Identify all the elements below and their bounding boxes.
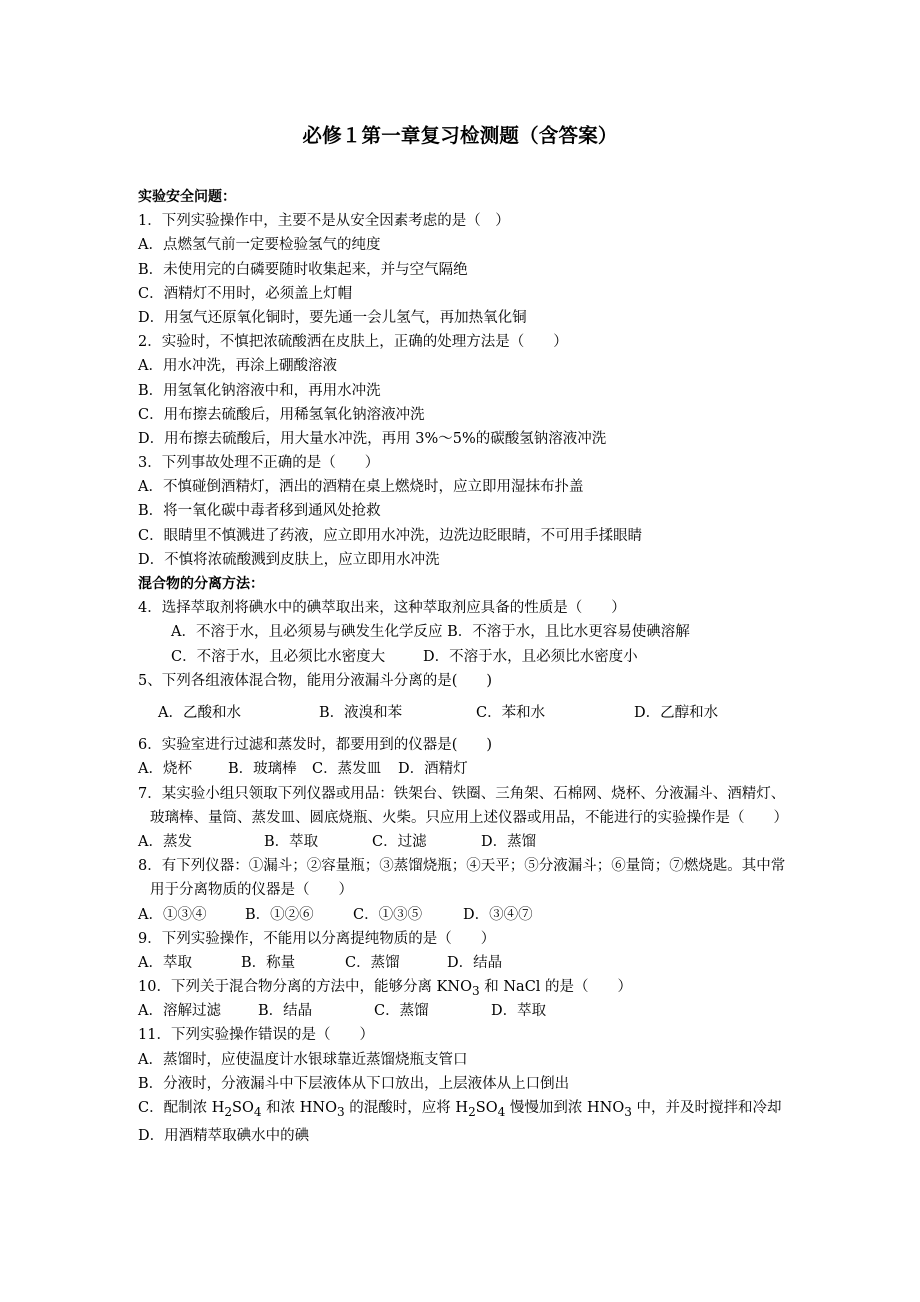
question-6-options [138,757,788,781]
question-11-option-c [138,1096,788,1124]
question-6-option-b: B．玻璃棒 [228,761,297,778]
question-3-option-d: D．不慎将浓硫酸溅到皮肤上，应立即用水冲洗 [138,551,440,568]
question-8-option-d: D．③④⑦ [463,906,533,923]
subscript: 2 [224,1104,233,1119]
question-4-options-cd [138,645,788,669]
subscript: 3 [471,983,480,998]
question-10-stem-end: 和 NaCl 的是（ ） [479,979,633,996]
text-run: SO [475,1100,498,1116]
question-4-option-d: D．不溶于水，且必须比水密度小 [423,648,638,665]
question-11-stem: 11．下列实验操作错误的是（ ） [138,1027,374,1044]
question-3-stem: 3．下列事故处理不正确的是（ ） [138,455,380,472]
subscript: 3 [337,1104,345,1119]
question-10-option-b: B．结晶 [258,1003,313,1020]
question-6-option-d: D．酒精灯 [398,761,468,778]
question-5-options [138,701,788,725]
text-run: 中，并及时搅拌和冷却 [631,1100,782,1116]
question-10-stem-start: 10．下列关于混合物分离的方法中，能够分离 KNO [138,979,472,996]
question-4-option-c: C．不溶于水，且必须比水密度大 [171,648,386,665]
spacer [138,693,788,701]
question-4-stem: 4．选择萃取剂将碘水中的碘萃取出来，这种萃取剂应具备的性质是（ ） [138,600,626,617]
question-1-stem: 1．下列实验操作中，主要不是从安全因素考虑的是（ ） [138,213,510,230]
question-11-option-d: D．用酒精萃取碘水中的碘 [138,1128,310,1145]
question-4-options-ab: A．不溶于水，且必须易与碘发生化学反应 B．不溶于水，且比水更容易使碘溶解 [171,624,690,641]
question-7-option-c: C．过滤 [372,833,427,850]
subscript: 2 [468,1104,476,1119]
question-9-option-a: A．萃取 [138,954,192,971]
question-1-option-a: A．点燃氢气前一定要检验氢气的纯度 [138,237,381,254]
question-2-option-a: A．用水冲洗，再涂上硼酸溶液 [138,358,337,375]
subscript: 4 [497,1104,506,1119]
question-5-option-c: C．苯和水 [476,704,546,721]
page-title: 必修１第一章复习检测题（含答案） [302,124,618,147]
question-6-option-c: C．蒸发皿 [312,761,382,778]
question-5-option-a: A．乙酸和水 [158,704,241,721]
question-7-stem: 7．某实验小组只领取下列仪器或用品：铁架台、铁圈、三角架、石棉网、烧杯、分液漏斗、酒精灯、玻璃棒、量筒、蒸发皿、圆底烧瓶、火柴。只应用上述仪器或用品，不能进行的实验操作是（ ） [138,785,788,826]
question-9-options [138,951,788,975]
question-9-option-b: B．称量 [241,954,296,971]
text-run: 慢慢加到浓 HNO [505,1100,625,1116]
question-2-option-c: C．用布擦去硫酸后，用稀氢氧化钠溶液冲洗 [138,406,425,423]
question-5-option-d: D．乙醇和水 [634,704,719,721]
question-1-option-d: D．用氢气还原氧化铜时，要先通一会儿氢气，再加热氧化铜 [138,309,527,326]
question-11-option-a: A．蒸馏时，应使温度计水银球靠近蒸馏烧瓶支管口 [138,1051,468,1068]
question-10-option-a: A．溶解过滤 [138,1003,221,1020]
text-run: SO [232,1100,254,1116]
question-9-stem: 9．下列实验操作，不能用以分离提纯物质的是（ ） [138,930,496,947]
question-11-option-b: B．分液时，分液漏斗中下层液体从下口放出，上层液体从上口倒出 [138,1075,570,1092]
question-2-stem: 2．实验时，不慎把浓硫酸洒在皮肤上，正确的处理方法是（ ） [138,334,568,351]
question-2-option-b: B．用氢氧化钠溶液中和，再用水冲洗 [138,382,381,399]
subscript: 4 [253,1104,262,1119]
subscript: 3 [624,1104,632,1119]
document-body [138,185,788,1148]
spacer [138,725,788,733]
question-5-option-b: B．液溴和苯 [319,704,403,721]
question-10-stem [138,975,788,999]
question-1-option-b: B．未使用完的白磷要随时收集起来，并与空气隔绝 [138,261,468,278]
question-10-option-d: D．萃取 [491,1003,547,1020]
question-8-option-c: C．①③⑤ [353,906,423,923]
question-2-option-d: D．用布擦去硫酸后，用大量水冲洗，再用 3%～5%的碳酸氢钠溶液冲洗 [138,430,607,447]
question-6-option-a: A．烧杯 [138,761,192,778]
question-7-options [138,830,788,854]
question-9-option-c: C．蒸馏 [345,954,400,971]
section-heading-safety: 实验安全问题： [138,189,236,205]
text-run: 的混酸时，应将 H [344,1100,469,1116]
question-8-option-b: B．①②⑥ [245,906,314,923]
question-3-option-c: C．眼睛里不慎溅进了药液，应立即用水冲洗，边洗边眨眼睛，不可用手揉眼睛 [138,527,643,544]
text-run: 和浓 HNO [261,1100,338,1116]
question-8-options [138,903,788,927]
text-run: C．配制浓 H [138,1100,225,1116]
section-heading-separation: 混合物的分离方法： [138,576,264,592]
question-5-stem: 5、下列各组液体混合物，能用分液漏斗分离的是( ) [138,672,493,689]
question-9-option-d: D．结晶 [447,954,503,971]
question-1-option-c: C．酒精灯不用时，必须盖上灯帽 [138,285,353,302]
question-3-option-b: B．将一氧化碳中毒者移到通风处抢救 [138,503,381,520]
question-8-stem: 8．有下列仪器：①漏斗；②容量瓶；③蒸馏烧瓶；④天平；⑤分液漏斗；⑥量筒；⑦燃烧匙。其中常用于分离物质的仪器是（ ） [138,858,786,899]
question-7-option-b: B．萃取 [264,833,319,850]
question-8-option-a: A．①③④ [138,906,207,923]
question-7-option-a: A．蒸发 [138,833,192,850]
question-7-option-d: D．蒸馏 [481,833,537,850]
question-6-stem: 6．实验室进行过滤和蒸发时，都要用到的仪器是( ) [138,737,493,754]
question-10-option-c: C．蒸馏 [374,1003,429,1020]
question-10-options [138,999,788,1023]
question-3-option-a: A．不慎碰倒酒精灯，洒出的酒精在桌上燃烧时，应立即用湿抹布扑盖 [138,479,584,496]
